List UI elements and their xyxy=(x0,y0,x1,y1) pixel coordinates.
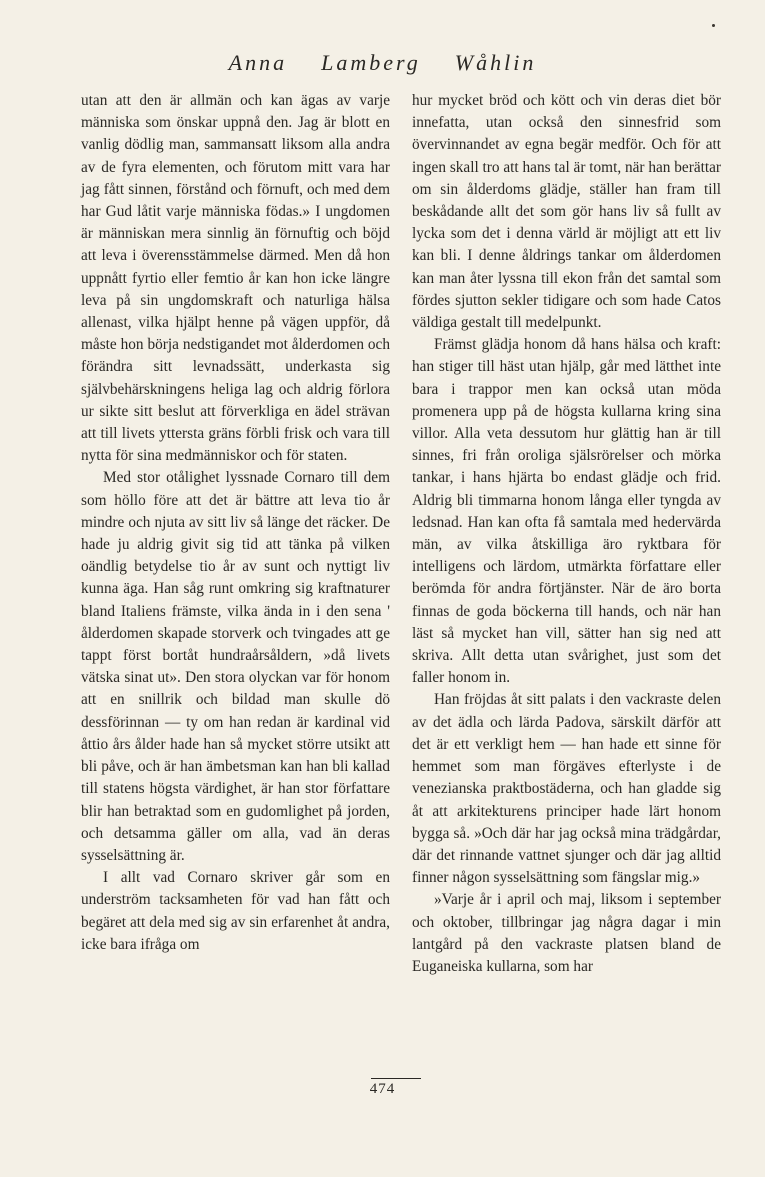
paragraph: I allt vad Cornaro skriver går som en underström tacksamheten för vad han fått och begäret att dela med sig av sin erfarenhet åt andra, icke bara ifråga om xyxy=(81,869,390,953)
folio-rule xyxy=(371,1078,421,1079)
paragraph: Han fröjdas åt sitt palats i den vackraste delen av det ädla och lärda Padova, särskilt därför att det är ett verkligt hem — han hade ett sinne för hemmet som man förgäves efterlyste i de venezianska praktbostäderna, och han gladde sig åt att arkitekturens principer hade lärt honom bygga så. »Och där har jag också mina trädgårdar, där det rinnande vattnet sjunger och där jag alltid finner någon sysselsättning som fängslar mig.» xyxy=(412,691,721,887)
paragraph: Främst glädja honom då hans hälsa och kraft: han stiger till häst utan hjälp, går med lätthet inte bara i trappor men kan också utan möda promenera upp på de högsta kullarna kring sina villor. Alla veta dessutom hur glättig han är till sinnes, fri från oroliga själsrörelser och mörka tankar, i hans hjärta bo endast glädje och frid. Aldrig bli timmarna honom långa eller tyngda av ledsnad. Han kan ofta få samtala med hedervärda män, av vilka åtskilliga äro ryktbara för intelligens och lärdom, utmärkta författare eller berömda för andra förtjänster. När de äro borta finnas de goda böckerna till hands, och när han läst så mycket han vill, sätter han sig ned att skriva. Allt detta utan svårighet, just som det faller honom in. xyxy=(412,336,721,687)
page-number: 474 xyxy=(369,1081,396,1097)
paragraph: utan att den är allmän och kan ägas av varje människa som önskar uppnå den. Jag är blott en vanlig dödlig man, sammansatt liksom alla andra av de fyra elementen, och förutom mitt vara har jag fått sinnen, förstånd och förnuft, och med dem har Gud låtit varje människa födas.» I ungdomen är människan mera sinnlig än förnuftig och böjd att leva i överensstämmelse därmed. Men då hon uppnått fyrtio eller femtio år kan hon icke längre leva på sin ungdomskraft och naturliga hälsa allenast, vilka hjälpt henne på vägen uppför, då måste hon börja nedstigandet mot ålderdomen och förändra sitt levnadssätt, underkasta sig självbehärskningens heliga lag och aldrig förlora ur sikte sitt beslut att förverkliga en ädel strävan att till livets yttersta gräns förbli frisk och vara till nytta för sina medmänniskor och för staten. xyxy=(81,92,390,465)
header-first-name: Anna xyxy=(228,50,288,75)
paragraph: Med stor otålighet lyssnade Cornaro till dem som höllo före att det är bättre att leva tio år mindre och njuta av sitt liv så länge det räcker. De hade ju aldrig givit sig tid att tänka på vilken oändlig betydelse tio år av sunt och nyttigt liv kunna äga. Han såg runt omkring sig kraftnaturer bland Italiens främste, vilka ända in i den sena ' ålderdomen skapade storverk och tvingades att ge tappt först bortåt hundraårsåldern, »då livets vätska sinat ut». Den stora olyckan var för honom att en snillrik och bildad man skulle dö dessförinnan — ty om han redan är kardinal vid åttio års ålder hade han så mycket större utsikt att bli påve, och är han ämbetsman kan han bli kallad till statens högsta värdighet, är han stor författare blir han betraktad som en gudomlighet på jorden, och detsamma gäller om alla, vad än deras sysselsättning är. xyxy=(81,469,390,864)
left-column xyxy=(81,90,390,956)
header-middle-name: Lamberg xyxy=(321,50,421,75)
paragraph: »Varje år i april och maj, liksom i september och oktober, tillbringar jag några dagar i min lantgård på den vackraste platsen bland de Euganeiska kullarna, som har xyxy=(412,891,721,975)
header-last-name: Wåhlin xyxy=(454,50,537,75)
running-header xyxy=(0,50,765,76)
paragraph: hur mycket bröd och kött och vin deras diet bör innefatta, utan också den sinnesfrid som övervinnandet av egna begär medför. Och för att ingen skall tro att hans tal är tomt, när han berättar om sin ålderdoms glädje, ställer han fram till beskådande allt det som gör hans liv så fullt av lycka som det i denna värld är möjligt att ett liv kan bli. I denne åldrings tankar om ålderdomen kan man åter lyssna till ekon från det samtal som fördes sjutton sekler tidigare och som hade Catos väldiga gestalt till medelpunkt. xyxy=(412,92,721,332)
print-speck xyxy=(712,24,715,27)
right-column xyxy=(412,90,721,978)
